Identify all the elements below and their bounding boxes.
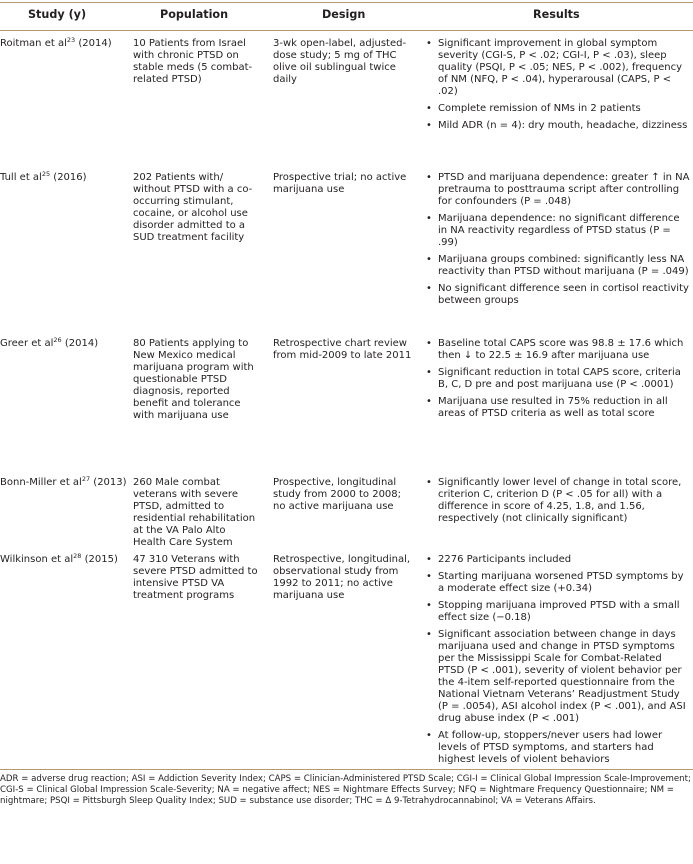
result-item: • Significantly lower level of change in total score, criterion C, criterion D (P < .05 for all) with a difference in score of 4.25, 1.8, and 1.56, respectively (not clinically significant): [424, 477, 690, 525]
design-cell: Retrospective, longitudinal, observational study from 1992 to 2011; no active marijuana use: [273, 554, 411, 601]
result-item: • Marijuana use resulted in 75% reduction in all areas of PTSD criteria as well as total score: [424, 396, 690, 420]
result-item: • No significant difference seen in cortisol reactivity between groups: [424, 283, 690, 307]
result-item: • Marijuana dependence: no significant difference in NA reactivity regardless of PTSD status (P = .99): [424, 213, 690, 249]
result-item: • Stopping marijuana improved PTSD with a small effect size (−0.18): [424, 600, 690, 624]
study-year: (2014): [64, 338, 99, 349]
header-design: Design: [322, 8, 366, 21]
header-population: Population: [160, 8, 229, 21]
study-ref: 23: [66, 36, 76, 44]
study-ref: 27: [81, 475, 91, 483]
result-item: • Starting marijuana worsened PTSD symptoms by a moderate effect size (+0.34): [424, 571, 690, 595]
study-ref: 28: [73, 552, 82, 560]
study-year: (2015): [84, 554, 118, 565]
study-ref: 26: [53, 336, 62, 344]
study-year: (2013): [93, 477, 127, 488]
result-item: • Significant association between change in days marijuana used and change in PTSD symptoms per the Mississippi Scale for Combat-Related PTSD (P < .001), severity of violent behavior per the 4-item self-reported questionnaire from the National Vietnam Veterans’ Readjustment Study (P = .0054), ASI alcohol index (P < .001), and ASI drug abuse index (P < .001): [424, 629, 690, 725]
study-author: Roitman et al: [0, 38, 67, 49]
study-author: Bonn-Miller et al: [0, 477, 82, 488]
results-cell: [424, 554, 690, 771]
table-bottom-rule: [0, 769, 693, 770]
result-item: • Significant improvement in global symptom severity (CGI-S, P < .02; CGI-I, P < .03), sleep quality (PSQI, P < .05; NES, P < .002), frequency of NM (NFQ, P < .04), hyperarousal (CAPS, P < .02): [424, 38, 690, 98]
population-cell: 260 Male combat veterans with severe PTSD, admitted to residential rehabilitation at the VA Palo Alto Health Care System: [133, 477, 256, 548]
result-item: • Complete remission of NMs in 2 patients: [424, 103, 690, 115]
design-cell: Retrospective chart review from mid-2009 to late 2011: [273, 338, 412, 361]
header-study: Study (y): [28, 8, 87, 21]
study-cell: [0, 554, 132, 566]
study-cell: [0, 477, 132, 489]
design-cell: Prospective, longitudinal study from 2000 to 2008; no active marijuana use: [273, 477, 402, 512]
table-footnote: ADR = adverse drug reaction; ASI = Addiction Severity Index; CAPS = Clinician-Administered PTSD Scale; CGI-I = Clinical Global Impression Scale-Improvement; CGI-S = Clinical Global Impression Scale-Severity; NA = negative affect; NES = Nightmare Effects Survey; NFQ = Nightmare Frequency Questionnaire; NM = nightmare; PSQI = Pittsburgh Sleep Quality Index; SUD = substance use disorder; THC = Δ 9-Tetrahydrocannabinol; VA = Veterans Affairs.: [0, 774, 691, 806]
header-rule: [0, 30, 693, 31]
study-ref: 25: [41, 170, 51, 178]
result-item: • 2276 Participants included: [424, 554, 690, 566]
result-item: • Marijuana groups combined: significantly less NA reactivity than PTSD without marijuana (P = .049): [424, 254, 690, 278]
study-cell: [0, 338, 132, 350]
result-item: • Significant reduction in total CAPS score, criteria B, C, D pre and post marijuana use (P < .0001): [424, 367, 690, 391]
header-results: Results: [533, 8, 580, 21]
study-year: (2014): [78, 38, 112, 49]
result-item: • Baseline total CAPS score was 98.8 ± 17.6 which then ↓ to 22.5 ± 16.9 after marijuana use: [424, 338, 690, 362]
population-cell: 202 Patients with/ without PTSD with a co-occurring stimulant, cocaine, or alcohol use disorder admitted to a SUD treatment facility: [133, 172, 253, 243]
results-cell: [424, 338, 690, 425]
results-cell: [424, 172, 690, 312]
result-item: • At follow-up, stoppers/never users had lower levels of PTSD symptoms, and starters had highest levels of violent behaviors: [424, 730, 690, 766]
result-item: • PTSD and marijuana dependence: greater ↑ in NA pretrauma to posttrauma script after controlling for confounders (P = .048): [424, 172, 690, 208]
result-item: • Mild ADR (n = 4): dry mouth, headache, dizziness: [424, 120, 690, 132]
results-cell: [424, 38, 690, 137]
design-cell: Prospective trial; no active marijuana use: [273, 172, 407, 195]
results-cell: [424, 477, 690, 530]
study-cell: [0, 172, 132, 184]
study-author: Tull et al: [0, 172, 42, 183]
study-year: (2016): [53, 172, 87, 183]
study-author: Wilkinson et al: [0, 554, 74, 565]
study-author: Greer et al: [0, 338, 54, 349]
table-top-rule: [0, 2, 693, 3]
study-cell: [0, 38, 132, 50]
design-cell: 3-wk open-label, adjusted-dose study; 5 mg of THC olive oil sublingual twice daily: [273, 38, 407, 85]
population-cell: 10 Patients from Israel with chronic PTSD on stable meds (5 combat-related PTSD): [133, 38, 253, 85]
population-cell: 80 Patients applying to New Mexico medical marijuana program with questionable PTSD diagnosis, reported benefit and tolerance with marijuana use: [133, 338, 254, 421]
population-cell: 47 310 Veterans with severe PTSD admitted to intensive PTSD VA treatment programs: [133, 554, 258, 601]
